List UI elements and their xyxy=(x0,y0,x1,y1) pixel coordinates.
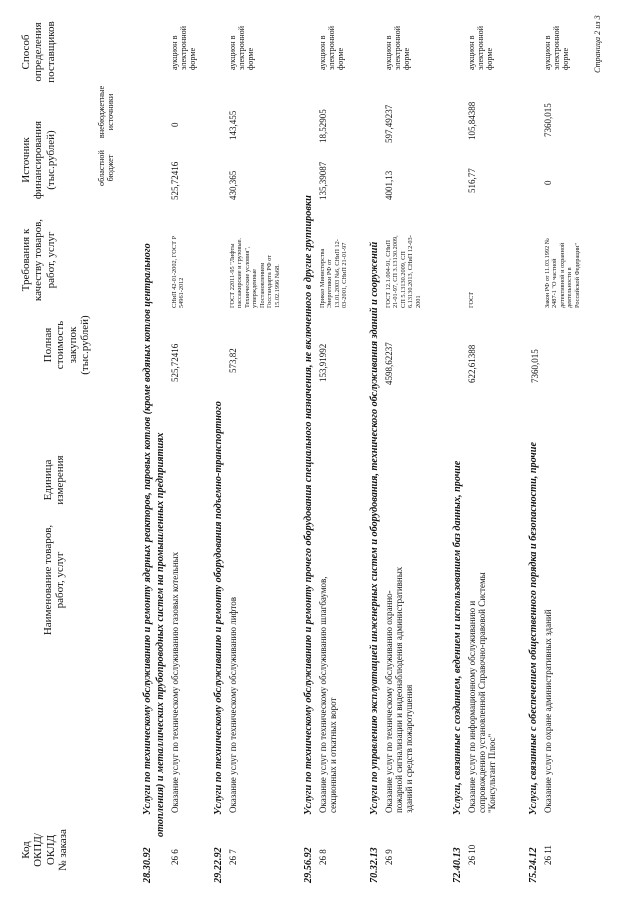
header-unit-line: измерения xyxy=(54,455,67,505)
req-line: ГОСТ 12.1.004-91, СНиП xyxy=(385,240,392,308)
header-code-line: ОКПД/ xyxy=(32,833,45,867)
row-number: 26 11 xyxy=(543,845,553,865)
header-src-line: (тыс.рублей) xyxy=(44,130,57,190)
method-line: электронной xyxy=(476,25,486,70)
header-name xyxy=(42,505,67,655)
row-name: Оказание услуг по техническому обслуживанию газовых котельных xyxy=(170,551,180,813)
row-name-line: Оказание услуг по техническому обслуживанию шлагбаумов, xyxy=(318,576,328,813)
req-line: 21-01-97, СП 3.13130.2009, xyxy=(392,235,400,308)
header-name-line: Наименование товаров, xyxy=(42,524,54,636)
row-number: 26 9 xyxy=(384,849,394,865)
row-extra: 0 xyxy=(170,122,180,127)
req-line: 54961-2012 xyxy=(178,277,186,308)
row-name: Оказание услуг по техническому обслуживанию лифтов xyxy=(228,597,238,813)
row-name xyxy=(384,567,414,813)
method-line: форме xyxy=(485,47,495,70)
method-line: форме xyxy=(336,47,346,70)
req-line: Госстандарта РФ от xyxy=(266,255,274,308)
group-code: 70.32.13 xyxy=(369,847,380,883)
row-name-line: Оказание услуг по информационному обслуживанию и xyxy=(467,600,477,813)
header-code-line: № заказа xyxy=(56,829,69,871)
row-method xyxy=(467,26,495,70)
header-src-extra xyxy=(97,74,115,150)
row-cost: 525,72416 xyxy=(170,343,180,382)
row-cost: 153,91992 xyxy=(318,343,328,382)
header-src-budget-line: бюджет xyxy=(106,154,116,182)
row-cost: 622,61388 xyxy=(467,344,477,383)
req-line: СНиП 42-01-2002, ГОСТ Р xyxy=(171,236,178,308)
header-src-line: финансирования xyxy=(32,120,45,200)
header-src-extra-line: источники xyxy=(106,93,116,131)
header-requirements xyxy=(20,205,57,315)
header-req-line: работ, услуг xyxy=(44,231,57,289)
header-src-extra-line: внебюджетные xyxy=(97,85,106,139)
header-method-line: Способ xyxy=(20,34,32,70)
group-code: 29.22.92 xyxy=(213,847,224,883)
header-method-line: определения xyxy=(32,22,45,82)
row-budget: 4001,13 xyxy=(384,170,394,200)
row-name-line: пожарной сигнализации и видеонаблюдения административных xyxy=(394,566,405,813)
header-code-line: Код xyxy=(20,841,32,859)
header-name-line: работ, услуг xyxy=(54,551,67,609)
row-requirements xyxy=(171,236,186,308)
req-line: 6.13130.2013, СНиП 12-03- xyxy=(407,235,415,308)
header-code xyxy=(20,815,69,885)
req-line: утвержденные xyxy=(251,269,259,308)
group-title: отопления) и металлических трубопроводных систем на промышленных предприятиях xyxy=(155,432,166,837)
row-budget: 525,72416 xyxy=(170,161,180,200)
method-line: аукцион в xyxy=(318,35,327,70)
method-line: аукцион в xyxy=(170,35,179,70)
row-name-line: секционных и откатных ворот xyxy=(328,697,339,813)
row-requirements xyxy=(229,238,281,308)
row-extra: 7360,015 xyxy=(543,103,553,137)
row-extra: 597,49237 xyxy=(384,104,394,143)
req-line: ГОСТ 22011-95 "Лифты xyxy=(229,243,236,308)
row-name-line: "Консультант Плюс" xyxy=(487,733,498,813)
row-name-line: сопровождению установленной Справочно-правовой Системы xyxy=(477,572,488,813)
req-line: 15.02.1996 №68. xyxy=(273,264,281,308)
req-line: Закон РФ от 11.03.1992 № xyxy=(544,238,551,308)
req-line: пассажирские и грузовые. xyxy=(236,237,244,308)
row-extra: 143,455 xyxy=(228,110,238,140)
page-number: Страница 2 из 3 xyxy=(593,15,602,73)
row-budget: 516,77 xyxy=(467,168,477,193)
header-cost-line: стоимость xyxy=(54,320,67,370)
header-code-line: ОКЛД xyxy=(44,834,57,866)
header-src-budget-line: областной xyxy=(97,150,106,186)
row-budget: 135,39087 xyxy=(318,161,328,200)
group-code: 75.24.12 xyxy=(528,847,539,883)
group-title: Услуги по техническому обслуживанию и ремонту ядерных реакторов, паровых котлов (кроме водяных котлов центрального xyxy=(142,243,153,815)
row-number: 26 8 xyxy=(318,849,328,865)
group-code: 72.40.13 xyxy=(452,847,463,883)
header-req-line: Требования к xyxy=(20,228,32,292)
req-line: деятельности в xyxy=(566,267,574,308)
header-cost-line: (тыс.рублей) xyxy=(78,315,91,375)
group-code: 28.30.92 xyxy=(142,847,153,883)
header-cost xyxy=(42,305,91,385)
row-number: 26 7 xyxy=(228,849,238,865)
row-extra: 105,84388 xyxy=(467,101,477,140)
row-cost: 573,82 xyxy=(228,348,238,373)
row-name-line: Оказание услуг по техническому обслуживанию охранно- xyxy=(384,590,394,813)
method-line: электронной xyxy=(393,25,403,70)
header-cost-line: Полная xyxy=(42,327,54,363)
row-cost: 7360,015 xyxy=(530,349,540,383)
method-line: аукцион в xyxy=(384,35,393,70)
req-line: 2001 xyxy=(414,295,422,308)
row-name xyxy=(318,576,338,813)
row-budget: 430,365 xyxy=(228,170,238,200)
method-line: аукцион в xyxy=(228,35,237,70)
method-line: электронной xyxy=(237,25,247,70)
header-unit-line: Единица xyxy=(42,459,54,501)
method-line: форме xyxy=(188,47,198,70)
row-requirements xyxy=(544,238,581,308)
row-requirements xyxy=(468,292,475,308)
header-req-line: качеству товаров, xyxy=(32,218,45,302)
row-method xyxy=(384,26,412,70)
req-line: детективной и охранной xyxy=(558,242,566,308)
req-line: 13.01.2003 №6, СНиП 12- xyxy=(333,239,341,308)
row-name xyxy=(467,572,497,813)
method-line: электронной xyxy=(327,25,337,70)
row-name: Оказание услуг по охране административных зданий xyxy=(543,609,553,813)
row-method xyxy=(318,26,346,70)
header-unit xyxy=(42,440,67,520)
row-number: 26 10 xyxy=(467,844,477,865)
method-line: форме xyxy=(246,47,256,70)
req-line: Российской Федерации" xyxy=(573,243,581,308)
method-line: аукцион в xyxy=(467,35,476,70)
header-source xyxy=(20,100,57,220)
header-src-line: Источник xyxy=(20,137,32,183)
method-line: электронной xyxy=(552,25,562,70)
req-line: СП 5.13130.2009, СП xyxy=(399,251,407,308)
req-line: 2487-1 "О частной xyxy=(551,258,559,308)
req-line: Технические условия", xyxy=(243,246,251,308)
req-line: 03-2001, СНиП 21-01-97 xyxy=(341,242,349,308)
req-line: Энергетики РФ от xyxy=(326,259,334,308)
req-line: ГОСТ xyxy=(468,291,475,308)
header-method xyxy=(20,7,57,97)
row-method xyxy=(543,26,571,70)
row-method xyxy=(170,26,198,70)
group-title: Услуги, связанные с обеспечением общественного порядка и безопасности, прочие xyxy=(528,442,539,815)
group-title: Услуги по управлению эксплуатацией инженерных систем и оборудования, технического обслуживания зданий и сооружений xyxy=(369,241,380,815)
method-line: форме xyxy=(402,47,412,70)
header-method-line: поставщиков xyxy=(44,21,57,83)
group-title: Услуги по техническому обслуживанию и ремонту оборудования подъемно-транспортного xyxy=(213,401,224,815)
req-line: Постановлением xyxy=(258,262,266,308)
group-title: Услуги, связанные с созданием, ведением и использованием баз данных, прочие xyxy=(452,460,463,815)
row-cost: 4598,62237 xyxy=(384,342,394,385)
row-number: 26 6 xyxy=(170,849,180,865)
method-line: электронной xyxy=(179,25,189,70)
row-name-line: зданий и средств пожаротушения xyxy=(404,684,415,813)
method-line: форме xyxy=(561,47,571,70)
row-requirements xyxy=(319,239,349,308)
row-method xyxy=(228,26,256,70)
method-line: аукцион в xyxy=(543,35,552,70)
group-title: Услуги по техническому обслуживанию и ремонту прочего оборудования специального назначения, не включенного в другие группировки xyxy=(303,195,314,815)
req-line: Приказ Министерства xyxy=(319,248,326,308)
group-code: 29.56.92 xyxy=(303,847,314,883)
header-cost-line: закупок xyxy=(66,326,79,364)
row-budget: 0 xyxy=(543,180,553,185)
row-extra: 18,52905 xyxy=(318,109,328,143)
row-requirements xyxy=(385,235,422,308)
